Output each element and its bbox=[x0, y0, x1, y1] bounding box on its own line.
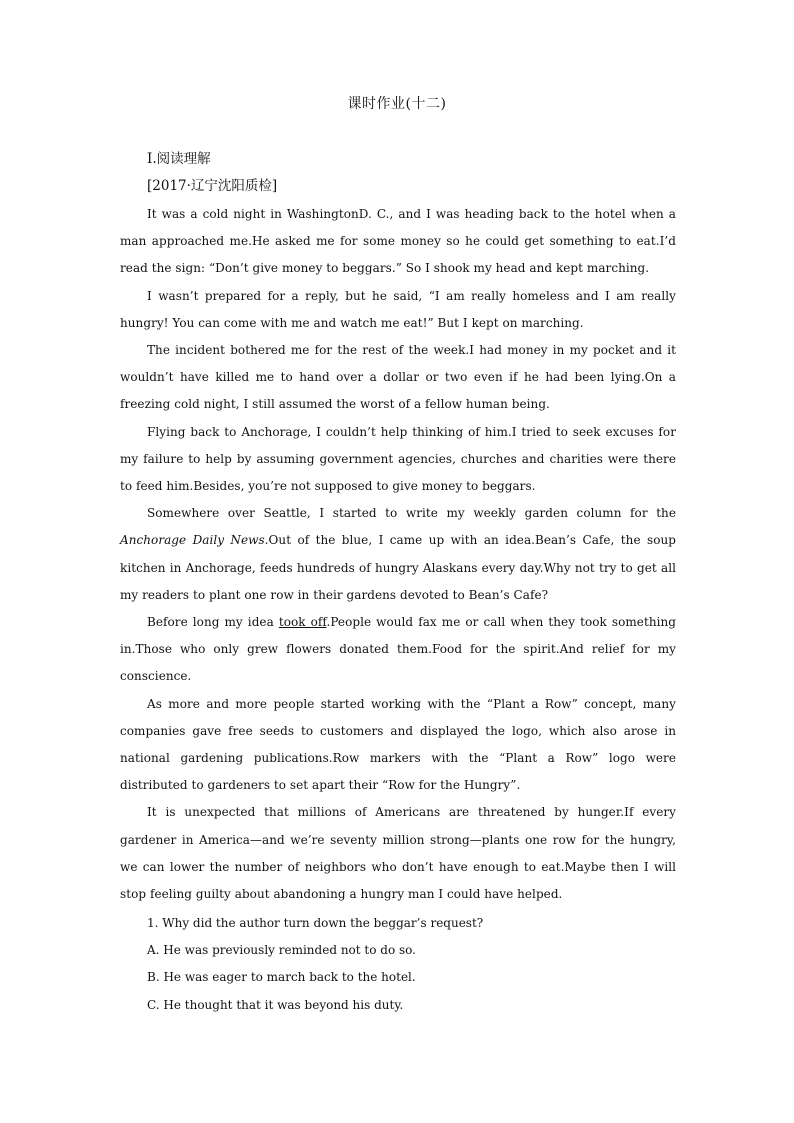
underlined-phrase: took off bbox=[278, 615, 327, 630]
reading-passage bbox=[120, 201, 676, 908]
question-stem: 1. Why did the author turn down the beggar’s request? bbox=[147, 916, 484, 930]
newspaper-title: Anchorage Daily News bbox=[120, 533, 265, 548]
option-c: C. He thought that it was beyond his duty. bbox=[147, 997, 404, 1012]
paragraph-3: The incident bothered me for the rest of the week.I had money in my pocket and it wouldn’t have killed me to hand over a dollar or two even if he had been lying.On a freezing cold night, I still assumed the worst of a fellow human being. bbox=[120, 343, 676, 412]
source-tag: [2017·辽宁沈阳质检] bbox=[147, 178, 278, 194]
paragraph-7: As more and more people started working with the “Plant a Row” concept, many companies gave free seeds to customers and displayed the logo, which also arose in national gardening publications.Row markers with the “Plant a Row” logo were distributed to gardeners to set apart their “Row for the Hungry”. bbox=[120, 696, 676, 793]
paragraph-5-text-a: Somewhere over Seattle, I started to write my weekly garden column for the bbox=[147, 506, 676, 521]
page-title: 课时作业(十二) bbox=[347, 96, 447, 112]
question-block bbox=[147, 910, 483, 1019]
paragraph-4: Flying back to Anchorage, I couldn’t help thinking of him.I tried to seek excuses for my failure to help by assuming government agencies, churches and charities were there to feed him.Besides, you’re not supposed to give money to beggars. bbox=[120, 424, 676, 494]
paragraph-6-text-b: .People would fax me or call when they took something in.Those who only grew flowers donated them.Food for the spirit.And relief for my conscience. bbox=[120, 615, 676, 684]
paragraph-1: It was a cold night in WashingtonD. C., and I was heading back to the hotel when a man approached me.He asked me for some money so he could get something to eat.I’d read the sign: “Don’t give money to beggars.” So I shook my head and kept marching. bbox=[120, 207, 676, 276]
paragraph-2: I wasn’t prepared for a reply, but he said, “I am really homeless and I am really hungry! You can come with me and watch me eat!” But I kept on marching. bbox=[120, 288, 676, 330]
option-b: B. He was eager to march back to the hotel. bbox=[147, 970, 416, 985]
section-heading: Ⅰ.阅读理解 bbox=[147, 151, 211, 167]
paragraph-8: It is unexpected that millions of Americans are threatened by hunger.If every gardener in America—and we’re seventy million strong—plants one row for the hungry, we can lower the number of neighbors who don’t have enough to eat.Maybe then I will stop feeling guilty about abandoning a hungry man I could have helped. bbox=[120, 805, 676, 902]
option-a: A. He was previously reminded not to do so. bbox=[147, 943, 416, 958]
paragraph-6-text-a: Before long my idea bbox=[147, 615, 279, 630]
paragraph-5 bbox=[120, 500, 676, 609]
paragraph-5-text-b: .Out of the blue, I came up with an idea.Bean’s Cafe, the soup kitchen in Anchorage, feeds hundreds of hungry Alaskans every day.Why not try to get all my readers to plant one row in their gardens devoted to Bean’s Cafe? bbox=[120, 533, 676, 602]
paragraph-6 bbox=[120, 609, 676, 691]
